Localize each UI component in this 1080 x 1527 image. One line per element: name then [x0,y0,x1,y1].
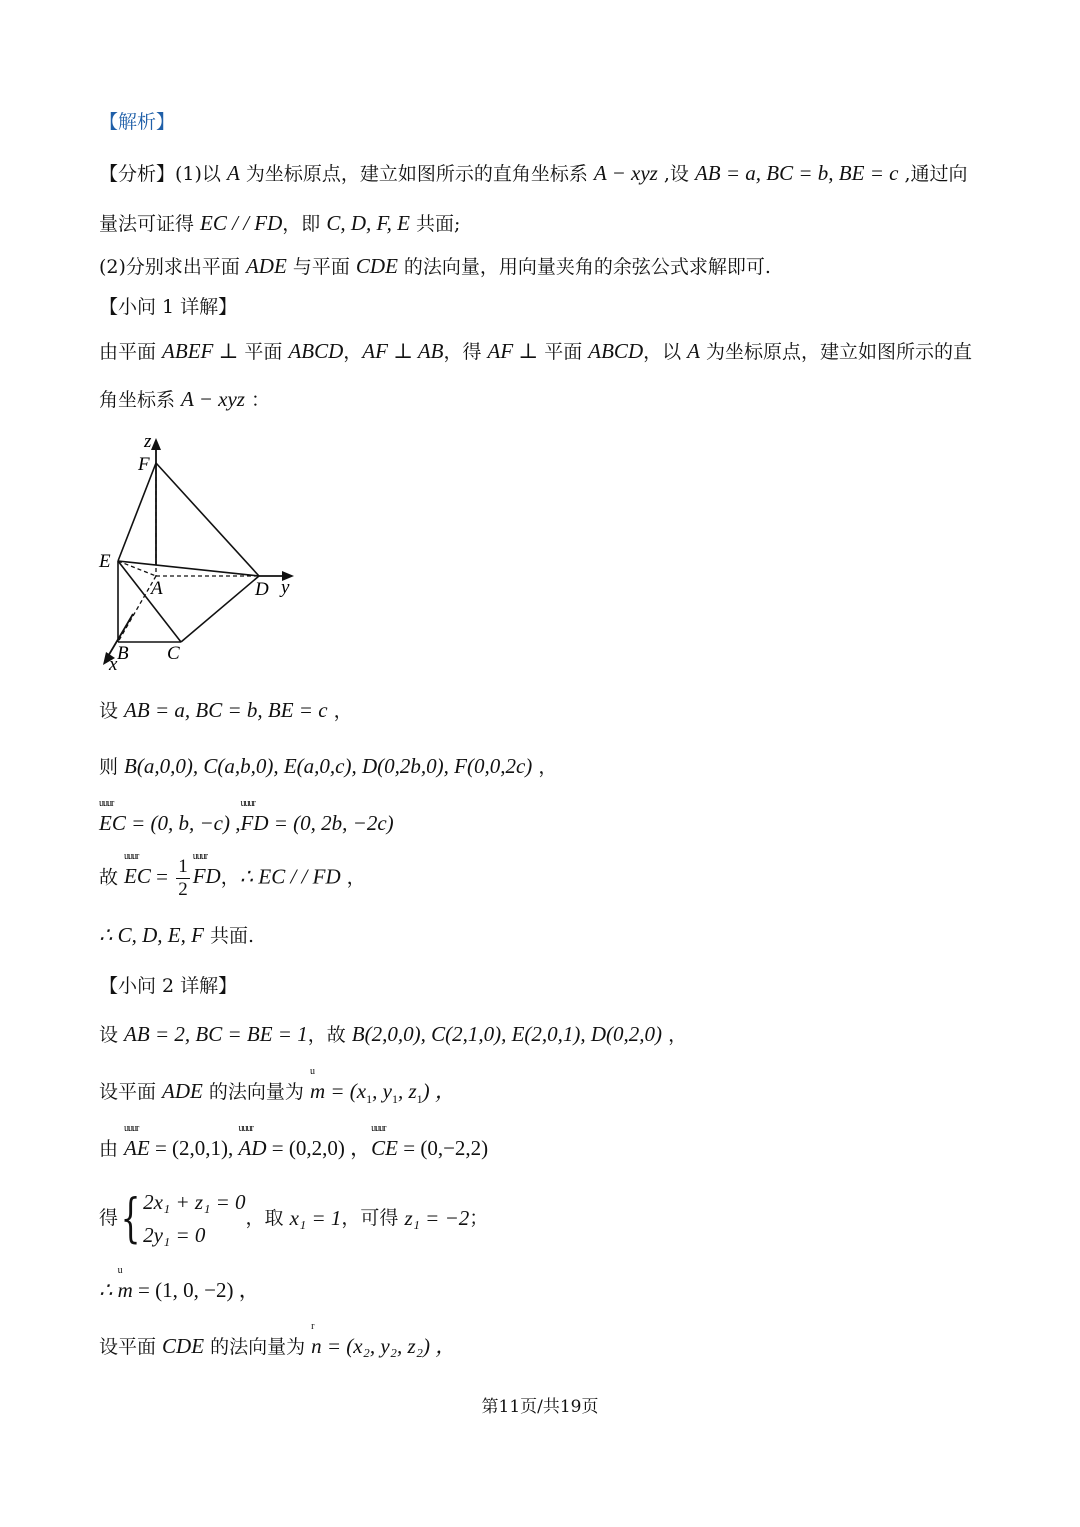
part2-system-line: 得{ 2x₁ + z₁ = 0 2y₁ = 0 ，取 x₁ = 1，可得 z₁ = −2； [99,1186,990,1251]
analysis-line-2: 量法可证得 EC / / FD，即 C, D, F, E 共面; [99,211,461,235]
vector-fd-2: uuur FD [192,851,221,889]
label-a: A [151,578,163,599]
part1-set-line: 设 AB = a, BC = b, BE = c ， [99,698,353,722]
label-x: x [109,654,118,675]
part2-normal-n-line: 设平面 CDE 的法向量为 r n = (x₂, y₂, z₂) ， [99,1333,990,1360]
label-f: F [138,454,150,475]
fraction-one-half: $\frac{1}{2}$ [178,856,188,900]
geometry-figure [95,430,310,675]
analysis-line-1: 【分析】(1)以 A 为坐标原点，建立如图所示的直角坐标系 A − xyz ,设 AB = a, BC = b, BE = c ,通过向 [99,161,968,185]
vector-n: r n [311,1321,322,1358]
vector-m: u m [309,1066,326,1103]
analysis-line-3: (2)分别求出平面 ADE 与平面 CDE 的法向量，用向量夹角的余弦公式求解即可. [99,254,771,278]
label-z: z [144,431,152,452]
part1-line-2: 角坐标系 A − xyz ： [99,387,271,411]
label-e: E [99,551,111,572]
equation-brace: { [120,1188,141,1249]
part1-line-1: 由平面 ABEF ⊥ 平面 ABCD，AF ⊥ AB，得 AF ⊥ 平面 ABCD，以 A 为坐标原点，建立如图所示的直 [99,339,973,363]
label-y: y [281,577,290,598]
part1-coords-line: 则 B(a,0,0), C(a,b,0), E(a,0,c), D(0,2b,0), F(0,0,2c) ， [99,754,558,778]
part1-coplanar-line: ∴ C, D, E, F 共面. [99,923,255,947]
vector-m-2: u m [117,1265,133,1302]
edge-ed [118,561,259,576]
page-number: 第11页/共19页 [481,1397,599,1417]
part2-set-line: 设 AB = 2, BC = BE = 1，故 B(2,0,0), C(2,1,0), E(2,0,1), D(0,2,0) ， [99,1022,688,1046]
z-axis-arrow [151,438,161,450]
vector-ae: uuur AE [124,1123,150,1160]
edge-ec [118,561,181,642]
part1-parallel-line: 故 uuur EC = $\frac{1}{2}$ uuur FD，∴ EC / / FD ， [99,851,366,900]
label-d: D [255,579,269,600]
part2-normal-m-line: 设平面 ADE 的法向量为 u $m = (x_1$, $y_1$, $z_1$) ， [99,1066,456,1107]
edge-cd [181,576,259,642]
edge-fe [118,463,156,561]
vector-ce: uuur CE [371,1123,398,1160]
solution-header: 【解析】 [99,111,176,133]
part2-vectors-line: 由 uuur AE = (2,0,1), uuur AD = (0,2,0) ， uuur CE = (0,−2,2) [99,1135,990,1162]
label-b: B [117,643,129,664]
edge-fd [156,463,259,576]
equation-system: 2x₁ + z₁ = 0 2y₁ = 0 [143,1190,246,1247]
vector-fd: uuur FD [240,798,269,835]
vector-ec-2: uuur EC [124,851,151,889]
vector-ad: uuur AD [238,1123,267,1160]
part1-heading: 【小问 1 详解】 [99,296,238,318]
label-c: C [167,643,180,664]
vector-ec: uuur EC [99,798,126,835]
part2-m-result-line: ∴ u m = (1, 0, −2) ， [99,1277,990,1304]
part1-vector-line: uuur EC = (0, b, −c) , uuur FD = (0, 2b, −2c) [99,810,990,837]
part2-heading: 【小问 2 详解】 [99,975,238,997]
